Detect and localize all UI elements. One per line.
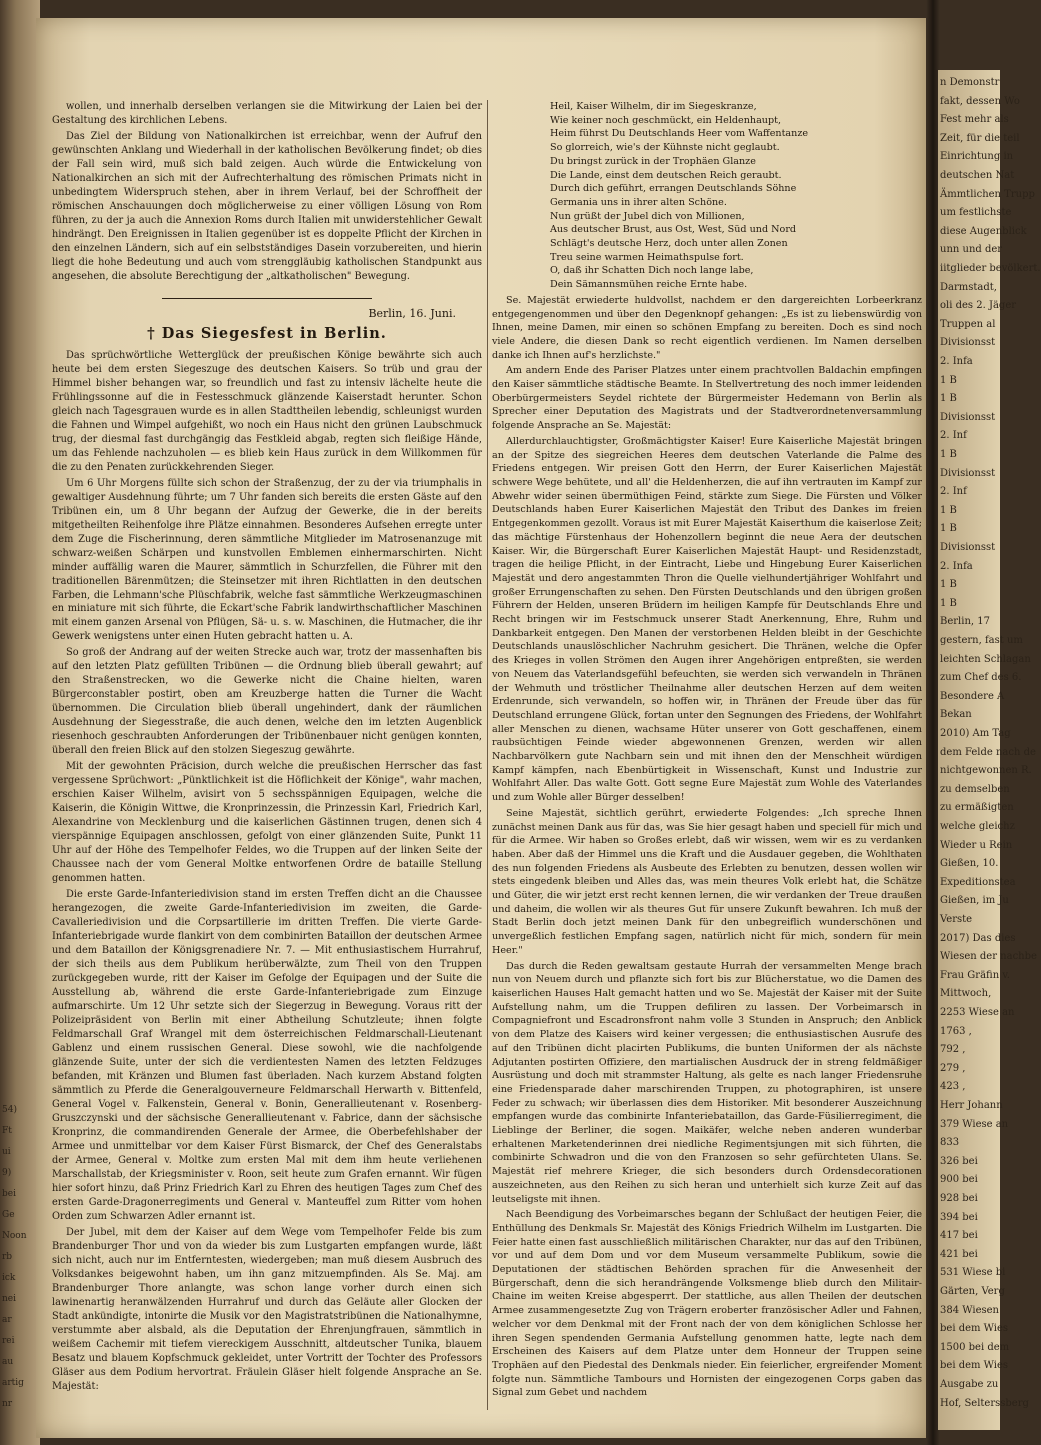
next-page-fragment: 394 bei — [940, 1211, 978, 1223]
next-page-fragment: bei dem Wies — [940, 1323, 1009, 1335]
next-page-fragment: 900 bei — [940, 1174, 978, 1186]
next-page-fragment: Gärten, Verg — [940, 1286, 1005, 1297]
poem-line: Durch dich geführt, errangen Deutschlands Söhne — [550, 183, 797, 195]
next-page-fragment: 1 B — [940, 504, 957, 516]
next-page-fragment: n Demonstr — [940, 77, 1000, 88]
article-paragraph: Das durch die Reden gewaltsam gestaute Hurrah der versammelten Menge brach nun von Neuem durch und pflanzte sich fort bis zur Blücherstatue, wo die Damen des kaiserlichen Hauses Halt gemacht hatten und wo Se. Majestät der Kaiser mit der Suite Aufstellung nahm, um die Truppen defiliren zu lassen. Der Vorbeimarsch in Compagniefront und Escadronsfront nahm volle 3 Stunden in Anspruch; den Anblick von dem Platze des Kaisers wird keiner vergessen; die enthusiastischen Ausrufe des auf den Tribünen dicht placirten Publikums, die bunten Uniformen der als nächste Adjutanten postirten Offiziere, den martialischen Ausdruck der in streng feldmäßiger Ausrüstung und doch mit strammster Haltung, als gelte es nach langer Friedensruhe eine Friedensparade daher marschirenden Truppen, zu photographiren, ist unsere Feder zu schwach; wir überlassen dies dem Historiker. Mit besonderer Auszeichnung empfangen wurde das combinirte Infanteriebataillon, das Garde-Füsilierregiment, die Lieblinge der Berliner, die sogen. Maikäfer, welche neben anderen wunderbar erhaltenen Marketenderinnen drei niedliche Regimentsjungen mit sich führten, die combinirte Schwadron und die von den Franzosen so sehr gefürchteten Ulans. Se. Majestät rief mehrere Krieger, die sich besonders durch Ordensdecorationen auszeichneten, aus den Reihen zu sich heran und unterhielt sich kurze Zeit auf das leutseligste mit ihnen. — [492, 960, 922, 1205]
previous-page-fragment: 54) — [2, 1105, 17, 1115]
article-paragraph: Die erste Garde-Infanteriedivision stand im ersten Treffen dicht an die Chaussee herangezogen, die zweite Garde-Infanteriedivision im zweiten, die Garde-Cavalleriedivision und die Corpsartillerie im dritten Treffen. Die vierte Garde-Infanteriebrigade wurde flankirt von dem combinirten Bataillon der deutschen Armee und dem Bataillon der Königsgrenadiere Nr. 7. — Mit enthusiastischem Hurrahruf, der sich theils aus dem Publikum herüberwälzte, zum Theil von den Truppen zurückgegeben wurde, ritt der Kaiser im Gefolge der Equipagen und der Suite die Ausstellung ab, während die erste Garde-Infanteriebrigade zum Einzuge aufmarschirte. Um 12 Uhr setzte sich der Siegerzug in Bewegung. Voraus ritt der Polizeipräsident von Berlin mit einer Abtheilung Schutzleute; ihnen folgte Feldmarschall Graf Wrangel mit dem österreichischen Feldmarschall-Lieutenant Gablenz und einem russischen General. Diese sowohl, wie die nachfolgende glänzende Suite, unter der sich die verdientesten Namen des letzten Feldzuges befanden, mit Kränzen und Blumen fast überladen. Nach kurzem Abstand folgten sämmtlich zu Pferde die Generalgouverneure Feldmarschall Herwarth v. Bittenfeld, General Vogel v. Falkenstein, General v. Bonin, Generallieutenant v. Rosenberg-Gruszczynski und der sächsische Generallieutenant v. Fabrice, dann der sächsische Kronprinz, die commandirenden Generale der Armee, die Oberbefehlshaber der Armee und unmittelbar vor dem Kaiser Fürst Bismarck, der Chef des Generalstabs der Armee, General v. Moltke zum ersten Mal mit dem ihm heute verliehenen Marschallstab, der Kriegsminister v. Roon, seit heute zum Grafen ernannt. Wir fügen hier sofort hinzu, daß Prinz Friedrich Karl zu Ehren des heutigen Tages zum Chef des ersten Garde-Dragonerregiments und General v. Manteuffel zum Ritter vom hohen Orden zum Schwarzen Adler ernannt ist. — [52, 889, 482, 1222]
left-column — [52, 100, 482, 1396]
next-page-fragment: Hof, Selterssberg — [940, 1397, 1029, 1409]
previous-page-fragments — [2, 1100, 38, 1415]
next-page-fragment: Gießen, 10. — [940, 858, 999, 870]
next-page-fragment: Divisionsst — [940, 467, 996, 479]
next-page-fragment: 1 B — [940, 597, 957, 609]
previous-page-fragment: nr — [2, 1399, 13, 1409]
article-paragraph: Der Jubel, mit dem der Kaiser auf dem Wege vom Tempelhofer Felde bis zum Brandenburger Thor und von da wieder bis zum Lustgarten empfangen wurde, läßt sich nicht, auch nur im Entferntesten, wiedergeben; man muß diesem Ausbruch des Volksdankes beigewohnt haben, um ihn ganz mitzuempfinden. Als Se. Maj. am Brandenburger Thore anlangte, was schon lange vorher durch einen sich lawinenartig heranwälzenden Hurrahruf und durch das Geläute aller Glocken der Stadt ankündigte, intonirte die Musik vor den Magistratstribünen die Nationalhymne, verstummte aber alsbald, als die Deputation der Ehrenjungfrauen, sämmtlich in weißem Cachemir mit tiefem viereckigem Ausschnitt, altdeutscher Tunika, blauem Besatz und blauem Kopfschmuck gekleidet, unter Vortritt der Tochter des Professors Gläser aus dem Podium hervortrat. Fräulein Gläser hielt folgende Ansprache an Se. Majestät: — [52, 1226, 482, 1392]
next-page-fragment: 379 Wiese an — [940, 1118, 1009, 1130]
next-page-fragment: 1500 bei dem — [940, 1341, 1010, 1353]
poem-line: Heil, Kaiser Wilhelm, dir im Siegeskranze, — [550, 101, 757, 112]
next-page-edge — [938, 70, 1041, 1430]
next-page-fragment: 792 , — [940, 1044, 966, 1056]
next-page-fragment: Fest mehr als — [940, 114, 1009, 126]
next-page-fragment: 2. Infa — [940, 356, 973, 367]
previous-page-fragment: rb — [2, 1252, 13, 1262]
previous-page-fragment: 9) — [2, 1168, 12, 1178]
article-paragraph: So groß der Andrang auf der weiten Strecke auch war, trotz der massenhaften bis auf den letzten Platz gefüllten Tribünen — die Ordnung blieb überall gewahrt; auf den Straßenstrecken, wo die Gewerke nicht die Chaine hielten, waren Bürgerconstabler postirt, oben am Kreuzberge hatten die Turner die Wacht übernommen. Die Circulation blieb überall ungehindert, dank der räumlichen Ausdehnung der Siegesstraße, die auch denen, welche den im letzten Augenblick riesenhoch geschraubten Anforderungen der Tribünenbauer nicht genügen konnten, überall den freien Blick auf den stolzen Siegeszug gewährte. — [52, 647, 482, 757]
section-separator — [162, 298, 372, 299]
poem-line: Nun grüßt der Jubel dich von Millionen, — [550, 210, 745, 222]
previous-page-edge — [0, 0, 40, 1445]
next-page-fragment: 2. Inf — [940, 486, 967, 498]
previous-page-fragment: rei — [2, 1336, 15, 1346]
next-page-fragment: Bekan — [940, 709, 972, 721]
intro-paragraph: wollen, und innerhalb derselben verlangen sie die Mitwirkung der Laien bei der Gestaltung des kirchlichen Lebens. — [52, 101, 482, 126]
next-page-fragment: deutschen Nat — [940, 170, 1015, 181]
next-page-fragment: 326 bei — [940, 1155, 978, 1167]
next-page-fragment: Berlin, 17 — [940, 616, 990, 628]
poem-line: Heim führst Du Deutschlands Heer vom Waffentanze — [550, 128, 809, 140]
next-page-fragment: 421 bei — [940, 1248, 978, 1260]
next-page-fragment: zu demselben — [940, 783, 1010, 795]
article-paragraph: Se. Majestät erwiederte huldvollst, nachdem er den dargereichten Lorbeerkranz entgegengenommen und über den Degenknopf gehangen: „Es ist zu liebenswürdig von Ihnen, meine Damen, mir einen so schönen Empfang zu bereiten. Doch es sind noch viele Andere, die diesen Dank so recht eigentlich verdienen. Im Namen derselben danke ich Ihnen auf's herzlichste." — [492, 294, 922, 361]
next-page-fragment: iitglieder bevölkert. — [940, 263, 1041, 274]
article-body-left — [52, 349, 482, 1394]
previous-page-fragment: Ge — [2, 1210, 15, 1220]
article-paragraph: Mit der gewohnten Präcision, durch welche die preußischen Herrscher das fast vergessene Sprüchwort: „Pünktlichkeit ist die Höflichkeit der Könige", wahr machen, erschien Kaiser Wilhelm, avisirt von 5 sechsspännigen Equipagen, welche die Kaiserin, die Königin Wittwe, die Kronprinzessin, die Prinzessin Karl, Friedrich Karl, Alexandrine von Mecklenburg und die kaiserlichen Gästinnen trugen, denen sich 4 vierspännige Equipagen anschlossen, gefolgt von einer glänzenden Suite, Punkt 11 Uhr auf der Höhe des Tempelhofer Feldes, wo die Truppen auf der linken Seite der Chaussee nach der vom General Moltke entworfenen Ordre de bataille Stellung genommen hatten. — [52, 761, 482, 885]
next-page-fragment: gestern, fast um — [940, 635, 1023, 646]
next-page-fragment: 2. Inf — [940, 430, 967, 442]
article-paragraph: Das sprüchwörtliche Wetterglück der preußischen Könige bewährte sich auch heute bei dem ersten Siegeszuge des deutschen Kaisers. So trüb und grau der Himmel bisher behangen war, so freundlich und fast zu intensiv lächelte heute die Frühlingssonne auf die in Festesschmuck glänzende Kaiserstadt herunter. Schon gleich nach Tagesgrauen wurde es in allen Stadttheilen lebendig, schleunigst wurden die Fahnen und Wimpel aufgehißt, wo noch ein Haus nicht den grünen Laubschmuck trug, der diesmal fast durchgängig das Festkleid abgab, regten sich fleißige Hände, um das Fehlende nachzuholen — es blieb kein Haus zurück in dem Willkommen für die zu den Penaten zurückkehrenden Sieger. — [52, 349, 482, 473]
intro-paragraph: Das Ziel der Bildung von Nationalkirchen ist erreichbar, wenn der Aufruf den gewünschten Anklang und Wiederhall in der katholischen Bevölkerung findet; ob dies der Fall sein wird, muß sich bald zeigen. Auch würde die Entwickelung von Nationalkirchen an sich mit der Aufrechterhaltung des römischen Primats nicht in unbedingtem Widerspruch stehen, aber in ihrem Verlauf, bei der Schroffheit der römischen Anschauungen doch möglicherweise zu einer völligen Lösung von Rom führen, zu der ja auch die Annexion Roms durch Italien mit unwiderstehlicher Gewalt hindrängt. Den Ereignissen in Italien gegenüber ist es doppelte Pflicht der Kirchen in den einzelnen Ländern, sich auf ein selbstständiges Dasein vorzubereiten, und hierin liegt die hohe Bedeutung und auch vom strenggläubig katholischen Standpunkt aus angesehen, die absolute Berechtigung der „altkatholischen" Bewegung. — [52, 130, 482, 282]
next-page-fragment: bei dem Wies — [940, 1360, 1009, 1372]
right-column — [492, 100, 922, 1402]
next-page-fragment: 928 bei — [940, 1193, 978, 1204]
next-page-fragment: Frau Gräfin v. — [940, 969, 1010, 981]
poem-line: So glorreich, wie's der Kühnste nicht geglaubt. — [550, 142, 780, 154]
article-body-right — [492, 294, 922, 1400]
next-page-fragment: 1 B — [940, 523, 957, 535]
article-paragraph: Allerdurchlauchtigster, Großmächtigster Kaiser! Eure Kaiserliche Majestät bringen an der Spitze des siegreichen Heeres dem deutschen Vaterlande die Palme des Friedens entgegen. Wir preisen Gott den Herrn, der Eurer Kaiserlichen Majestät schwere Wege behütete, und all' die Heldenherzen, die auf ihn vertrauten im Kampf zur Abwehr wider seinen übermüthigen Feind, stärkte zum Siege. Die Fürsten und Völker Deutschlands haben Eurer Kaiserlichen Majestät den Tribut des Dankes im freien Entgegenkommen gezollt. Voraus ist mit Eurer Majestät Kaiserthum die kaiserlose Zeit; das mächtige Fürstenhaus der Hohenzollern beginnt die neue Aera der deutschen Kaiser. Wir, die Bürgerschaft Eurer Kaiserlichen Majestät Haupt- und Residenzstadt, tragen die heilige Pflicht, in der Eintracht, Liebe und Hingebung Eurer Kaiserlichen Majestät und dero angestammten Thron die Quelle vielhundertjähriger Wohlfahrt und großer Errungenschaften zu sehen. Den Fürsten Deutschlands und den übrigen großen Führern der Helden, unseren Brüdern im heiligen Kampfe für Deutschlands Ehre und Recht bringen wir im Festschmuck unserer Stadt Anerkennung, Ehre, Ruhm und Dankbarkeit entgegen. Den Manen der verstorbenen Helden bleibt in der Geschichte Deutschlands unauslöschlicher Nachruhm gesichert. Die Thränen, welche die Opfer des Krieges in vollen Strömen den Augen ihrer Angehörigen entpreßten, sie werden von Neuem das Vaterlandsgefühl befeuchten, sie werden sich verwandeln in Thränen der Wehmuth und tröstlicher Theilnahme aller deutschen Herzen auf dem weiten Erdenrunde, sich verwandeln, so hoffen wir, in Thränen der Freude über das für Deutschland errungene Glück, fortan unter den Segnungen des Friedens, der Wohlfahrt aller Menschen zu dienen, wachsame Hüter unserer von Gott geschaffenen, einem raubsüchtigen Feinde wieder abgewonnenen Grenzen, werden wir allen Nachbarvölkern gute Nachbarn sein und mit ihnen den der Menschheit würdigen Kampf kämpfen, nach Ebenbürtigkeit in Wissenschaft, Kunst und Industrie zur Wohlfahrt Aller. Das walte Gott. Gott segne Eure Majestät zum Wohle des Vaterlandes und zum Wohle aller Bürger desselben! — [492, 435, 922, 804]
poem-line: Du bringst zurück in der Trophäen Glanze — [550, 155, 756, 167]
next-page-fragment: 2. Infa — [940, 560, 973, 572]
poem-line: O, daß ihr Schatten Dich noch lange labe, — [550, 265, 754, 277]
next-page-fragment: Einrichtung in — [940, 151, 1014, 163]
previous-page-fragment: ui — [2, 1147, 11, 1157]
next-page-fragment: nichtgewonnen R. — [940, 765, 1032, 777]
next-page-fragment: 423 , — [940, 1081, 966, 1093]
previous-page-fragment: Noon — [2, 1231, 27, 1241]
next-page-fragment: 833 — [940, 1137, 960, 1149]
poem-line: Treu seine warmen Heimathspulse fort. — [550, 251, 744, 263]
next-page-fragment: um festlichste — [940, 207, 1012, 219]
next-page-fragment: 384 Wiesen — [940, 1304, 999, 1316]
poem-line: Aus deutscher Brust, aus Ost, West, Süd und Nord — [550, 224, 797, 236]
next-page-fragment: dem Felde nach de — [940, 746, 1036, 758]
column-rule — [487, 100, 488, 1410]
article-paragraph: Seine Majestät, sichtlich gerührt, erwiederte Folgendes: „Ich spreche Ihnen zunächst meinen Dank aus für das, was Sie hier gesagt haben und speciell für mich und für die Armee. Wir haben so Großes erlebt, daß wir wissen, wem wir es zu verdanken haben. Aber daß der Himmel uns die Kraft und die Ausdauer gegeben, die Wohlthaten des nun folgenden Friedens als Ausbeute des Erlebten zu benutzen, dessen wollen wir stets eingedenk bleiben und Alles das, was mein theures Volk erlebt hat, die Schätze und Güter, die wir jetzt erst recht kennen lernen, die wir verdanken der Treue draußen und daheim, die wollen wir als theures Gut für unsere Zukunft bewahren. Ich muß der Stadt Berlin doch jetzt meinen Dank für den unbegreiflich wunderschönen und unvergeßlich festlichen Empfang sagen, natürlich nicht für mich, sondern für mein Heer." — [492, 807, 922, 956]
next-page-fragment: 1 B — [940, 374, 957, 386]
next-page-fragment: fakt, dessen Wo — [940, 95, 1020, 107]
next-page-fragment: zu ermäßigten — [940, 802, 1014, 814]
poem-line: Schlägt's deutsche Herz, doch unter allen Zonen — [550, 238, 788, 250]
article-paragraph: Nach Beendigung des Vorbeimarsches begann der Schlußact der heutigen Feier, die Enthüllung des Denkmals Sr. Majestät des Königs Friedrich Wilhelm im Lustgarten. Die Feier hatte einen fast ausschließlich militärischen Charakter, nur das auf den Tribünen, vor und auf dem Dom und vor dem Museum versammelte Publikum, sowie die Deputationen der städtischen Behörden sprachen für die Anwesenheit der Bürgerschaft, denn die sich herandrängende Volksmenge blieb durch den Militair-Chaine im weiten Kreise abgesperrt. Der stattliche, aus allen Theilen der deutschen Armee zusammengesetzte Zug von Trägern eroberter französischer Adler und Fahnen, welcher vor dem Denkmal mit der Front nach der von dem königlichen Schlosse her ihren Segen spendenden Germania Aufstellung genommen hatte, legte nach dem Erscheinen des Kaisers auf dem Platze unter dem Honneur der Truppen seine Trophäen auf den Piedestal des Denkmals nieder. Ein feierlicher, ergreifender Moment folgte nun. Sämmtliche Tambours und Hornisten der eingezogenen Corps gaben das Signal zum Gebet und nachdem — [492, 1209, 922, 1399]
next-page-fragment: Darmstadt, — [940, 281, 997, 293]
next-page-fragment: 417 bei — [940, 1230, 978, 1242]
next-page-fragment: Expeditionstea — [940, 876, 1016, 888]
next-page-fragment: Zeit, für die teil — [940, 132, 1020, 144]
previous-page-fragment: nei — [2, 1294, 17, 1304]
previous-page-fragment: ar — [2, 1315, 12, 1325]
next-page-fragment: Ausgabe zu — [940, 1379, 999, 1390]
next-page-fragment: Verste — [940, 914, 973, 925]
next-page-fragment: Divisionsst — [940, 542, 996, 553]
next-page-fragment: 1763 , — [940, 1025, 972, 1037]
next-page-fragment: 1 B — [940, 393, 957, 405]
previous-page-fragment: bei — [2, 1189, 16, 1199]
previous-page-fragment: Ft — [2, 1126, 12, 1136]
article-paragraph: Um 6 Uhr Morgens füllte sich schon der Straßenzug, der zu der via triumphalis in gewaltiger Ausdehnung führte; um 7 Uhr fanden sich bereits die ersten Gäste auf den Tribünen ein, um 8 Uhr begann der Aufzug der Gewerke, die in der bereits mitgetheilten Reihenfolge ihre Plätze einnahmen. Besonderes Aufsehen erregte unter dem Zuge die Fischerinnung, deren sämmtliche Mitglieder im Matrosenanzuge mit schwarz-weißen Schärpen und kunstvollen Emblemen einhermarschirten. Nicht minder auffällig waren die Maurer, sämmtlich in Schurzfellen, die Führer mit den traditionellen Bärenmützen; die Steinsetzer mit ihren Richtlatten in den deutschen Farben, die Lehmann'sche Plüschfabrik, welche fast sämmtliche Werkzeugmaschinen en miniature mit sich führte, die Eckart'sche Fabrik landwirthschaftlicher Maschinen mit einem ganzen Arsenal von Pflügen, Sä- u. s. w. Maschinen, die Hutmacher, die ihr Gewerk wenigstens unter einen Huten gebracht hatten u. A. — [52, 477, 482, 643]
next-page-fragment: Herr Johann — [940, 1100, 1003, 1111]
poem-line: Wie keiner noch geschmückt, ein Heldenhaupt, — [550, 114, 782, 126]
next-page-fragment: 279 , — [940, 1062, 966, 1074]
next-page-fragment: Divisionsst — [940, 411, 996, 423]
next-page-fragment: welche gleichz — [940, 821, 1015, 832]
next-page-fragment: Wieder u Rein — [940, 839, 1013, 851]
next-page-fragment: Besondere A — [940, 690, 1005, 702]
next-page-fragment: Wiesen der nachbe — [940, 951, 1037, 963]
next-page-fragment: zum Chef des 6. — [940, 672, 1022, 684]
headline-text: Das Siegesfest in Berlin. — [161, 324, 387, 342]
previous-page-fragment: artig — [2, 1378, 24, 1388]
next-page-fragment: 2253 Wiese an — [940, 1007, 1015, 1018]
next-page-fragment: leichten Schlagan — [940, 653, 1031, 665]
previous-page-fragment: au — [2, 1357, 14, 1367]
cross-icon: † — [147, 324, 156, 342]
previous-page-fragment: ick — [2, 1273, 16, 1283]
next-page-fragment: oli des 2. Jäger — [940, 300, 1017, 312]
next-page-fragment: Truppen al — [940, 318, 996, 330]
next-page-fragment: 2010) Am Tag — [940, 728, 1011, 739]
next-page-fragment: 1 B — [940, 579, 957, 591]
poem-line: Die Lande, einst dem deutschen Reich geraubt. — [550, 169, 782, 181]
poem-line: Dein Sämannsmühen reiche Ernte habe. — [550, 279, 748, 291]
next-page-fragment: 531 Wiese bi — [940, 1267, 1006, 1279]
next-page-fragment: unn und der — [940, 244, 1003, 256]
next-page-fragment: Ämmtlichen Trupp — [940, 188, 1035, 200]
next-page-fragment: Mittwoch, — [940, 988, 992, 1000]
next-page-fragment: Divisionsst — [940, 337, 996, 349]
next-page-fragment: 1 B — [940, 449, 957, 460]
intro-paragraphs — [52, 100, 482, 284]
article-paragraph: Am andern Ende des Pariser Platzes unter einem prachtvollen Baldachin empfingen den Kaiser sämmtliche städtische Beamte. In Stellvertretung des noch immer leidenden Oberbürgermeisters Seydel richtete der Bürgermeister Hedemann von Berlin als Sprecher einer Deputation des Magistrats und der Stadtverordnetenversammlung folgende Ansprache an Se. Majestät: — [492, 365, 922, 432]
next-page-fragment: diese Augenblick — [940, 225, 1027, 237]
poem — [492, 100, 922, 292]
poem-line: Germania uns in ihrer alten Schöne. — [550, 196, 727, 208]
next-page-fragment: 2017) Das dies — [940, 932, 1016, 944]
next-page-fragment: Gießen, im Ju — [940, 895, 1009, 907]
article-headline — [52, 324, 482, 342]
dateline: Berlin, 16. Juni. — [368, 306, 456, 320]
